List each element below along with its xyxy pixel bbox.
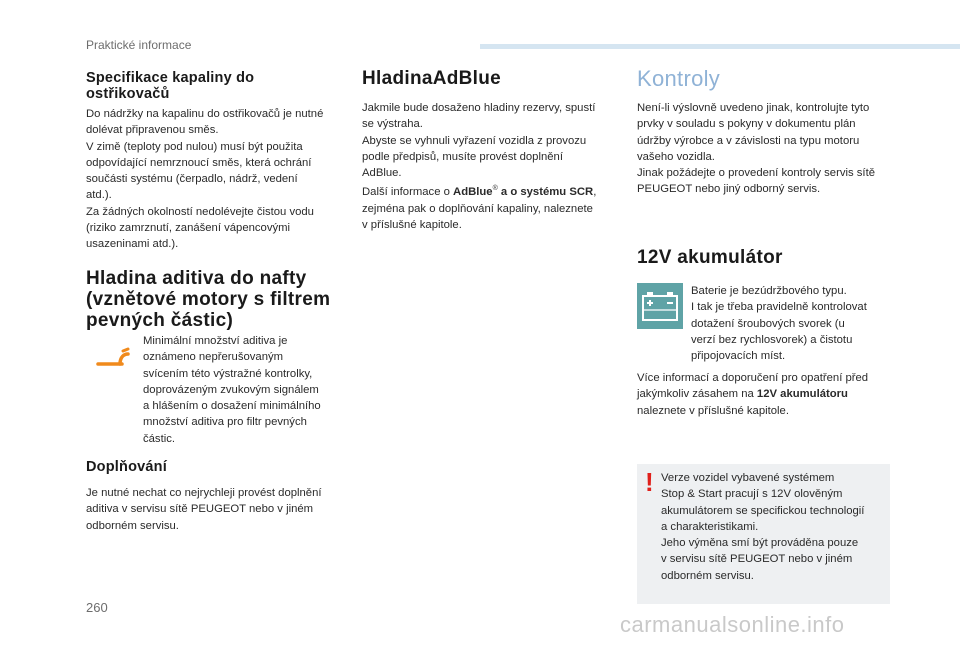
battery-title: 12V akumulátor	[637, 247, 783, 268]
warning-icon: !	[645, 467, 654, 497]
checks-text: Není-li výslovně uvedeno jinak, kontrolujte tyto prvky v souladu s pokyny v dokumentu plán údržby výrobce a v závislosti na typu motoru vašeho vozidla. Jinak požádejte o provedení kontroly servis sítě PEUGEOT nebo jiný odborný servis.	[637, 102, 875, 196]
adblue-text	[362, 100, 622, 233]
note-text: Verze vozidel vybavené systémem Stop & Start pracují s 12V olověným akumulátorem se specifickou technologií a charakteristikami. Jeho výměna smí být prováděna pouze v servisu sítě PEUGEOT nebo v jiném odborném servisu.	[661, 472, 865, 582]
battery-more-part1: Více informací a doporučení pro opatření před jakýmkoliv zásahem na	[637, 372, 869, 401]
header-bar	[480, 44, 960, 49]
page-number: 260	[86, 600, 108, 615]
battery-more-part2: naleznete v příslušné kapitole.	[637, 404, 789, 417]
washer-fluid-title-line1: Specifikace kapaliny do	[86, 70, 255, 86]
diesel-additive-title-line3: pevných částic)	[86, 310, 234, 331]
washer-fluid-title	[86, 70, 346, 102]
washer-fluid-title-line2: ostřikovačů	[86, 86, 170, 102]
adblue-title: HladinaAdBlue	[362, 68, 502, 89]
battery-more-info	[637, 370, 902, 419]
adblue-text-bold2: a o systému SCR	[497, 186, 594, 199]
adblue-text-bold1: AdBlue	[453, 186, 493, 199]
battery-text: Baterie je bezúdržbového typu. I tak je třeba pravidelně kontrolovat dotažení šroubových svorek (u verzí bez rychlosvorek) a čistotu připojovacích míst.	[691, 285, 867, 363]
section-label: Praktické informace	[86, 38, 192, 52]
diesel-additive-title-line1: Hladina aditiva do nafty	[86, 268, 307, 289]
checks-title: Kontroly	[637, 66, 721, 91]
diesel-additive-title-line2: (vznětové motory s filtrem	[86, 289, 331, 310]
watermark: carmanualsonline.info	[620, 612, 845, 637]
registered-mark: ®	[492, 185, 498, 193]
adblue-text-part2: , zejména pak o doplňování kapaliny, naleznete v příslušné kapitole.	[362, 186, 597, 231]
battery-icon	[637, 283, 683, 334]
adblue-text-part1: Jakmile bude dosaženo hladiny rezervy, spustí se výstraha. Abyste se vyhnuli vyřazení vozidla z provozu podle předpisů, musíte provést doplnění AdBlue. Další informace o	[362, 102, 596, 199]
wrench-icon	[96, 346, 130, 368]
refill-title: Doplňování	[86, 459, 167, 475]
diesel-additive-title	[86, 268, 351, 331]
battery-more-bold: 12V akumulátoru	[756, 388, 848, 401]
refill-text: Je nutné nechat co nejrychleji provést doplnění aditiva v servisu sítě PEUGEOT nebo v jiném odborném servisu.	[86, 487, 322, 532]
diesel-additive-text: Minimální množství aditiva je oznámeno nepřerušovaným svícením této výstražné kontrolky, doprovázeným zvukovým signálem a hlášením o dosažení minimálního množství aditiva pro filtr pevných částic.	[143, 335, 321, 445]
washer-fluid-text: Do nádržky na kapalinu do ostřikovačů je nutné dolévat připravenou směs. V zimě (teploty pod nulou) musí být použita odpovídající nemrznoucí směs, která ochrání součásti systému (čerpadlo, nádrž, vedení atd.). Za žádných okolností nedolévejte čistou vodu (riziko zamrznutí, zanášení vápencovými usazeninami atd.).	[86, 108, 324, 251]
